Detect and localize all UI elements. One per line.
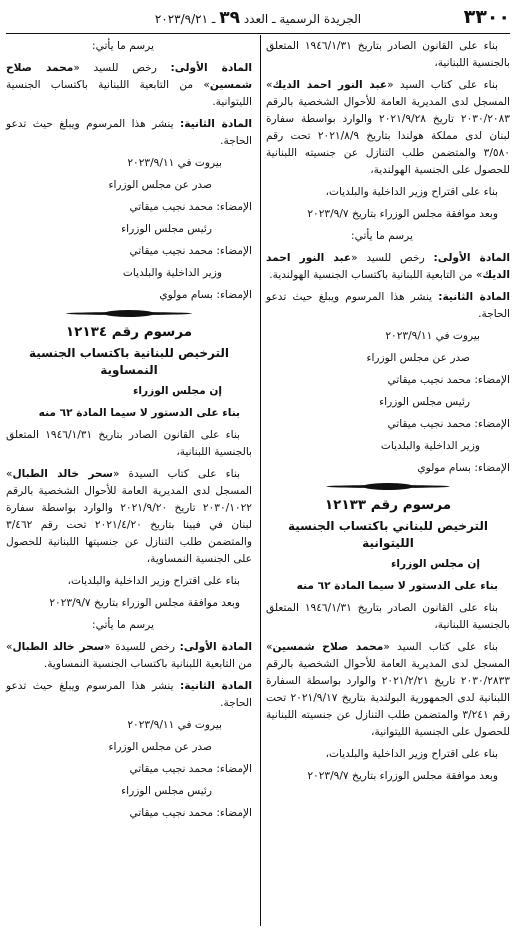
paragraph: بناء على القانون الصادر بتاريخ ١٩٤٦/١/٣١ المتعلق بالجنسية اللبنانية، [266,40,510,69]
journal-name: الجريدة الرسمية ـ العدد [243,12,362,26]
signature: الإمضاء: بسام مولوي [159,289,252,301]
person-name: محمد صلاح شمسين [6,62,252,91]
article-2: المادة الثانية: ينشر هذا المرسوم ويبلغ حيث تدعو الحاجة. [6,118,252,147]
column-divider [260,35,261,926]
signature: الإمضاء: بسام مولوي [417,462,510,474]
right-column [266,38,510,928]
paragraph: وبعد موافقة مجلس الوزراء بتاريخ ٢٠٢٣/٩/٧ [307,770,498,782]
decree-line: يرسم ما يأتي: [92,619,154,631]
signature: الإمضاء: محمد نجيب ميقاتي [387,418,510,430]
paragraph: وبعد موافقة مجلس الوزراء بتاريخ ٢٠٢٣/٩/٧ [307,208,498,220]
left-column [6,38,252,928]
article-1: المادة الأولى: رخص للسيدة «سحر خالد الطبال» من التابعية اللبنانية باكتساب الجنسية النمساوية. [6,641,252,670]
signature: الإمضاء: محمد نجيب ميقاتي [387,374,510,386]
header-rule [6,33,510,34]
article-1: المادة الأولى: رخص للسيد «محمد صلاح شمسين» من التابعية اللبنانية باكتساب الجنسية الليتوانية. [6,62,252,108]
article-2: المادة الثانية: ينشر هذا المرسوم ويبلغ حيث تدعو الحاجة. [6,680,252,709]
paragraph: بناء على كتاب السيد «عبد النور احمد الديك» المسجل لدى المديرية العامة للأحوال الشخصية بالرقم ٢٠٣٠/٢٠٨٣ تاريخ ٢٠٢١/٩/٢٨ والوارد بواسطة سفارة لبنان لدى مملكة هولندا بتاريخ ٢٠٢١/٨/٩ تحت رقم ٣/٥٨٠ والمتضمن طلب التنازل عن جنسيته اللبنانية للحصول على الجنسية الهولندية، [266,79,510,176]
paragraph: بناء على اقتراح وزير الداخلية والبلديات، [67,575,240,587]
article-2: المادة الثانية: ينشر هذا المرسوم ويبلغ حيث تدعو الحاجة. [266,291,510,320]
section-separator [66,310,192,318]
decree-subject: الترخيص للبنانية باكتساب الجنسية النمساوية [28,346,230,377]
page-number: ٣٣٠٠ [463,6,510,28]
person-name: سحر خالد الطبال [12,468,113,480]
paragraph: بناء على القانون الصادر بتاريخ ١٩٤٦/١/٣١ المتعلق بالجنسية اللبنانية، [6,429,252,458]
paragraph: بناء على القانون الصادر بتاريخ ١٩٤٦/١/٣١ المتعلق بالجنسية اللبنانية، [266,602,510,631]
journal-title [6,8,510,28]
signature: الإمضاء: محمد نجيب ميقاتي [129,807,252,819]
signatory-title: وزير الداخلية والبلديات [380,440,480,452]
signature: الإمضاء: محمد نجيب ميقاتي [129,245,252,257]
paragraph: وبعد موافقة مجلس الوزراء بتاريخ ٢٠٢٣/٩/٧ [49,597,240,609]
issue-date: ـ ٢٠٢٣/٩/٢١ [154,12,216,26]
paragraph: بناء على اقتراح وزير الداخلية والبلديات، [325,186,498,198]
decree-line: يرسم ما يأتي: [92,40,154,52]
section-separator [326,483,450,491]
signatory-title: وزير الداخلية والبلديات [122,267,222,279]
page-header [6,6,510,30]
decree-title: مرسوم رقم ١٢١٣٤ [65,324,193,340]
signatory-title: رئيس مجلس الوزراء [121,223,212,235]
cabinet-line: إن مجلس الوزراء [390,558,480,570]
constitution-line: بناء على الدستور لا سيما المادة ٦٢ منه [38,407,240,419]
issued-line: صدر عن مجلس الوزراء [108,741,212,753]
signatory-title: رئيس مجلس الوزراء [379,396,470,408]
person-name: سحر خالد الطبال [12,641,105,653]
signature: الإمضاء: محمد نجيب ميقاتي [129,763,252,775]
decree-title: مرسوم رقم ١٢١٣٣ [324,497,452,513]
issued-line: صدر عن مجلس الوزراء [366,352,470,364]
date-line: بيروت في ٢٠٢٣/٩/١١ [127,157,222,169]
signature: الإمضاء: محمد نجيب ميقاتي [129,201,252,213]
person-name: محمد صلاح شمسين [272,641,384,653]
paragraph: بناء على اقتراح وزير الداخلية والبلديات، [325,748,498,760]
issue-number: ٣٩ [219,8,240,28]
signatory-title: رئيس مجلس الوزراء [121,785,212,797]
decree-line: يرسم ما يأتي: [351,230,413,242]
constitution-line: بناء على الدستور لا سيما المادة ٦٢ منه [296,580,498,592]
cabinet-line: إن مجلس الوزراء [132,385,222,397]
issued-line: صدر عن مجلس الوزراء [108,179,212,191]
date-line: بيروت في ٢٠٢٣/٩/١١ [127,719,222,731]
article-1: المادة الأولى: رخص للسيد «عبد النور احمد الديك» من التابعية اللبنانية باكتساب الجنسية الهولندية. [266,252,511,281]
person-name: عبد النور احمد الديك [272,79,388,91]
date-line: بيروت في ٢٠٢٣/٩/١١ [385,330,480,342]
paragraph: بناء على كتاب السيد «محمد صلاح شمسين» المسجل لدى المديرية العامة للأحوال الشخصية بالرقم ٢٠٣٠/٢٨٣٣ تاريخ ٢٠٢١/٢/٢١ والوارد بواسطة السفارة اللبنانية لدى الجمهورية البولندية بتاريخ ٢٠٢١/٩/١٧ تحت رقم ٣/٢٤١ والمتضمن طلب التنازل عن جنسيته اللبنانية للحصول على الجنسية الليتوانية، [266,641,510,738]
paragraph: بناء على كتاب السيدة «سحر خالد الطبال» المسجل لدى المديرية العامة للأحوال الشخصية بالرقم ٢٠٣٠/١٠٢٢ تاريخ ٢٠٢١/٩/٢٠ والوارد بواسطة سفارة لبنان في فيينا بتاريخ ٢٠٢١/٤/٢٠ تحت رقم ٣/٤٦٢ والمتضمن طلب التنازل عن جنسيتها اللبنانية للحصول على الجنسية النمساوية، [6,468,252,565]
decree-subject: الترخيص للبناني باكتساب الجنسية الليتوانية [287,519,488,550]
person-name: عبد النور احمد الديك [266,252,510,281]
